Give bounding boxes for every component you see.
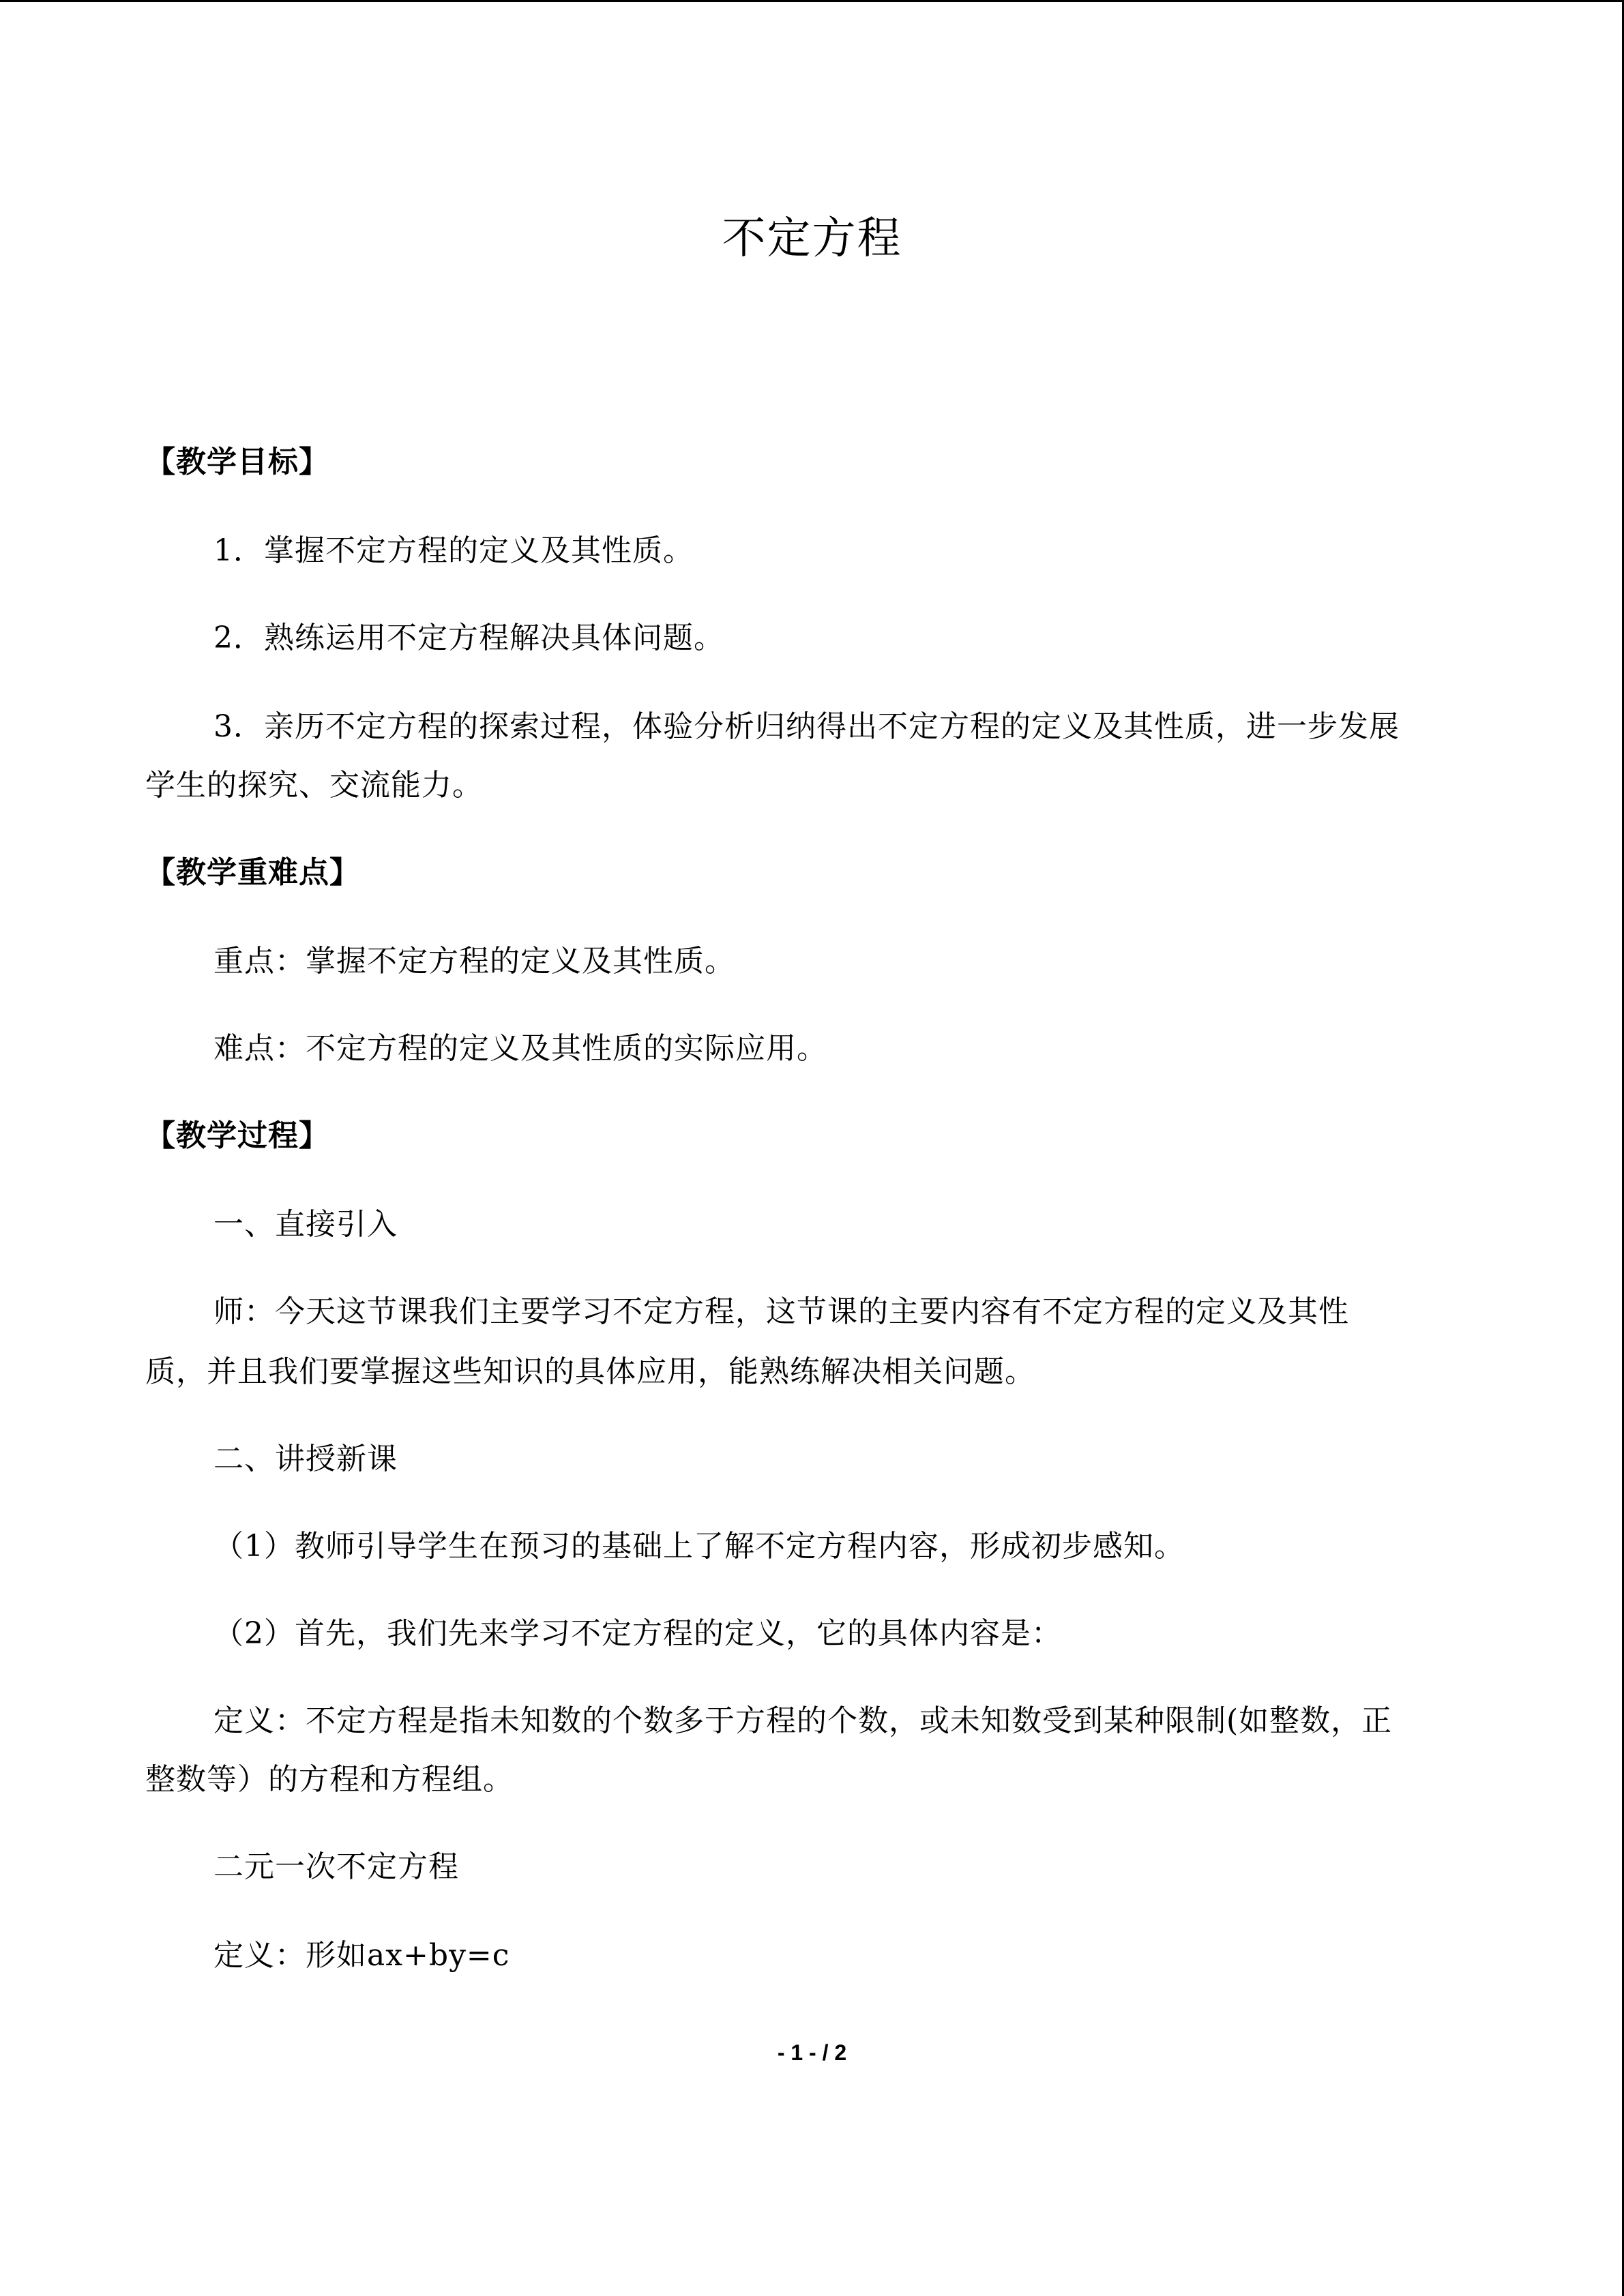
objective-item-3-line-1: 3．亲历不定方程的探索过程，体验分析归纳得出不定方程的定义及其性质，进一步发展	[213, 709, 1400, 744]
process-part-2-title: 二、讲授新课	[213, 1442, 398, 1476]
definition-line-1: 定义：不定方程是指未知数的个数多于方程的个数，或未知数受到某种限制(如整数，正	[213, 1703, 1393, 1738]
key-point-difficulty: 难点：不定方程的定义及其性质的实际应用。	[213, 1031, 827, 1066]
process-step-1: （1）教师引导学生在预习的基础上了解不定方程内容，形成初步感知。	[213, 1529, 1185, 1564]
section-heading-objectives: 【教学目标】	[145, 445, 329, 479]
linear-indefinite-equation-definition: 定义：形如ax+by=c	[213, 1938, 510, 1973]
objective-item-3-line-2: 学生的探究、交流能力。	[145, 768, 483, 803]
linear-indefinite-equation-title: 二元一次不定方程	[213, 1849, 459, 1884]
process-step-2: （2）首先，我们先来学习不定方程的定义，它的具体内容是：	[213, 1616, 1062, 1651]
teacher-intro-line-1: 师：今天这节课我们主要学习不定方程，这节课的主要内容有不定方程的定义及其性	[213, 1294, 1349, 1329]
objective-item-2: 2．熟练运用不定方程解决具体问题。	[213, 621, 724, 655]
process-part-1-title: 一、直接引入	[213, 1207, 398, 1242]
section-heading-key-points: 【教学重难点】	[145, 855, 360, 890]
page-number: - 1 - / 2	[777, 2040, 847, 2065]
teacher-intro-line-2: 质，并且我们要掌握这些知识的具体应用，能熟练解决相关问题。	[145, 1354, 1035, 1389]
document-title: 不定方程	[722, 213, 902, 264]
key-point-focus: 重点：掌握不定方程的定义及其性质。	[213, 944, 735, 979]
objective-item-1: 1．掌握不定方程的定义及其性质。	[213, 533, 694, 568]
definition-line-2: 整数等）的方程和方程组。	[145, 1762, 514, 1797]
section-heading-process: 【教学过程】	[145, 1118, 329, 1153]
page-border-top	[0, 0, 1624, 2]
